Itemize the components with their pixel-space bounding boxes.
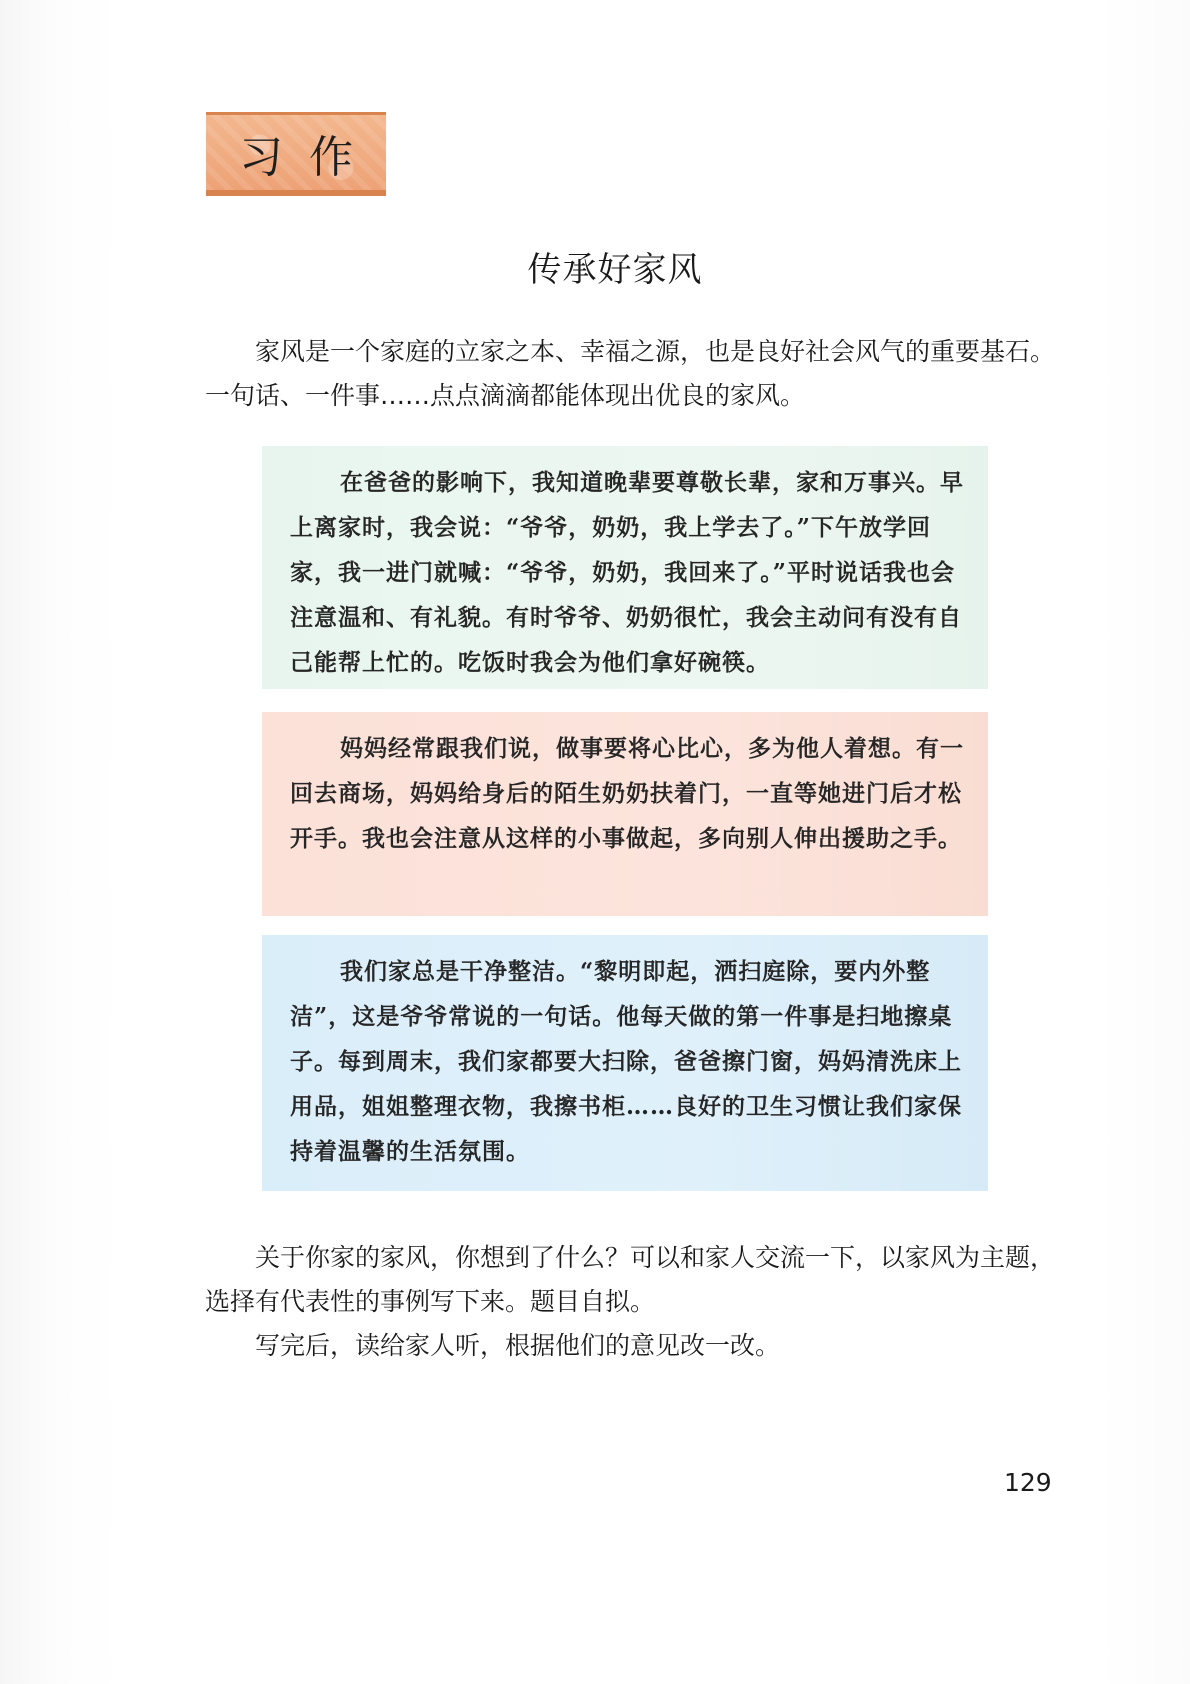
prompt-paragraph: 关于你家的家风，你想到了什么？可以和家人交流一下，以家风为主题，选择有代表性的事例写下来。题目自拟。 xyxy=(205,1243,1056,1316)
section-label-text: 习作 xyxy=(239,131,379,183)
intro-paragraph: 家风是一个家庭的立家之本、幸福之源，也是良好社会风气的重要基石。一句话、一件事……点点滴滴都能体现出优良的家风。 xyxy=(205,337,1056,410)
example-text: 我们家总是干净整洁。“黎明即起，洒扫庭除，要内外整洁”，这是爷爷常说的一句话。他每天做的第一件事是扫地擦桌子。每到周末，我们家都要大扫除，爸爸擦门窗，妈妈清洗床上用品，姐姐整理衣物，我擦书柜……良好的卫生习惯让我们家保持着温馨的生活氛围。 xyxy=(290,958,962,1165)
example-text: 在爸爸的影响下，我知道晚辈要尊敬长辈，家和万事兴。早上离家时，我会说：“爷爷，奶奶，我上学去了。”下午放学回家，我一进门就喊：“爷爷，奶奶，我回来了。”平时说话我也会注意温和、有礼貌。有时爷爷、奶奶很忙，我会主动问有没有自己能帮上忙的。吃饭时我会为他们拿好碗筷。 xyxy=(290,469,964,676)
example-box-pink xyxy=(262,712,988,916)
example-box-green xyxy=(262,446,988,689)
page-title: 传承好家风 xyxy=(527,250,703,290)
example-box-blue xyxy=(262,935,988,1191)
example-text: 妈妈经常跟我们说，做事要将心比心，多为他人着想。有一回去商场，妈妈给身后的陌生奶奶扶着门，一直等她进门后才松开手。我也会注意从这样的小事做起，多向别人伸出援助之手。 xyxy=(290,735,964,852)
page-number: 129 xyxy=(1004,1468,1052,1497)
section-label-banner xyxy=(206,112,386,196)
after-paragraph: 写完后，读给家人听，根据他们的意见改一改。 xyxy=(255,1331,781,1360)
